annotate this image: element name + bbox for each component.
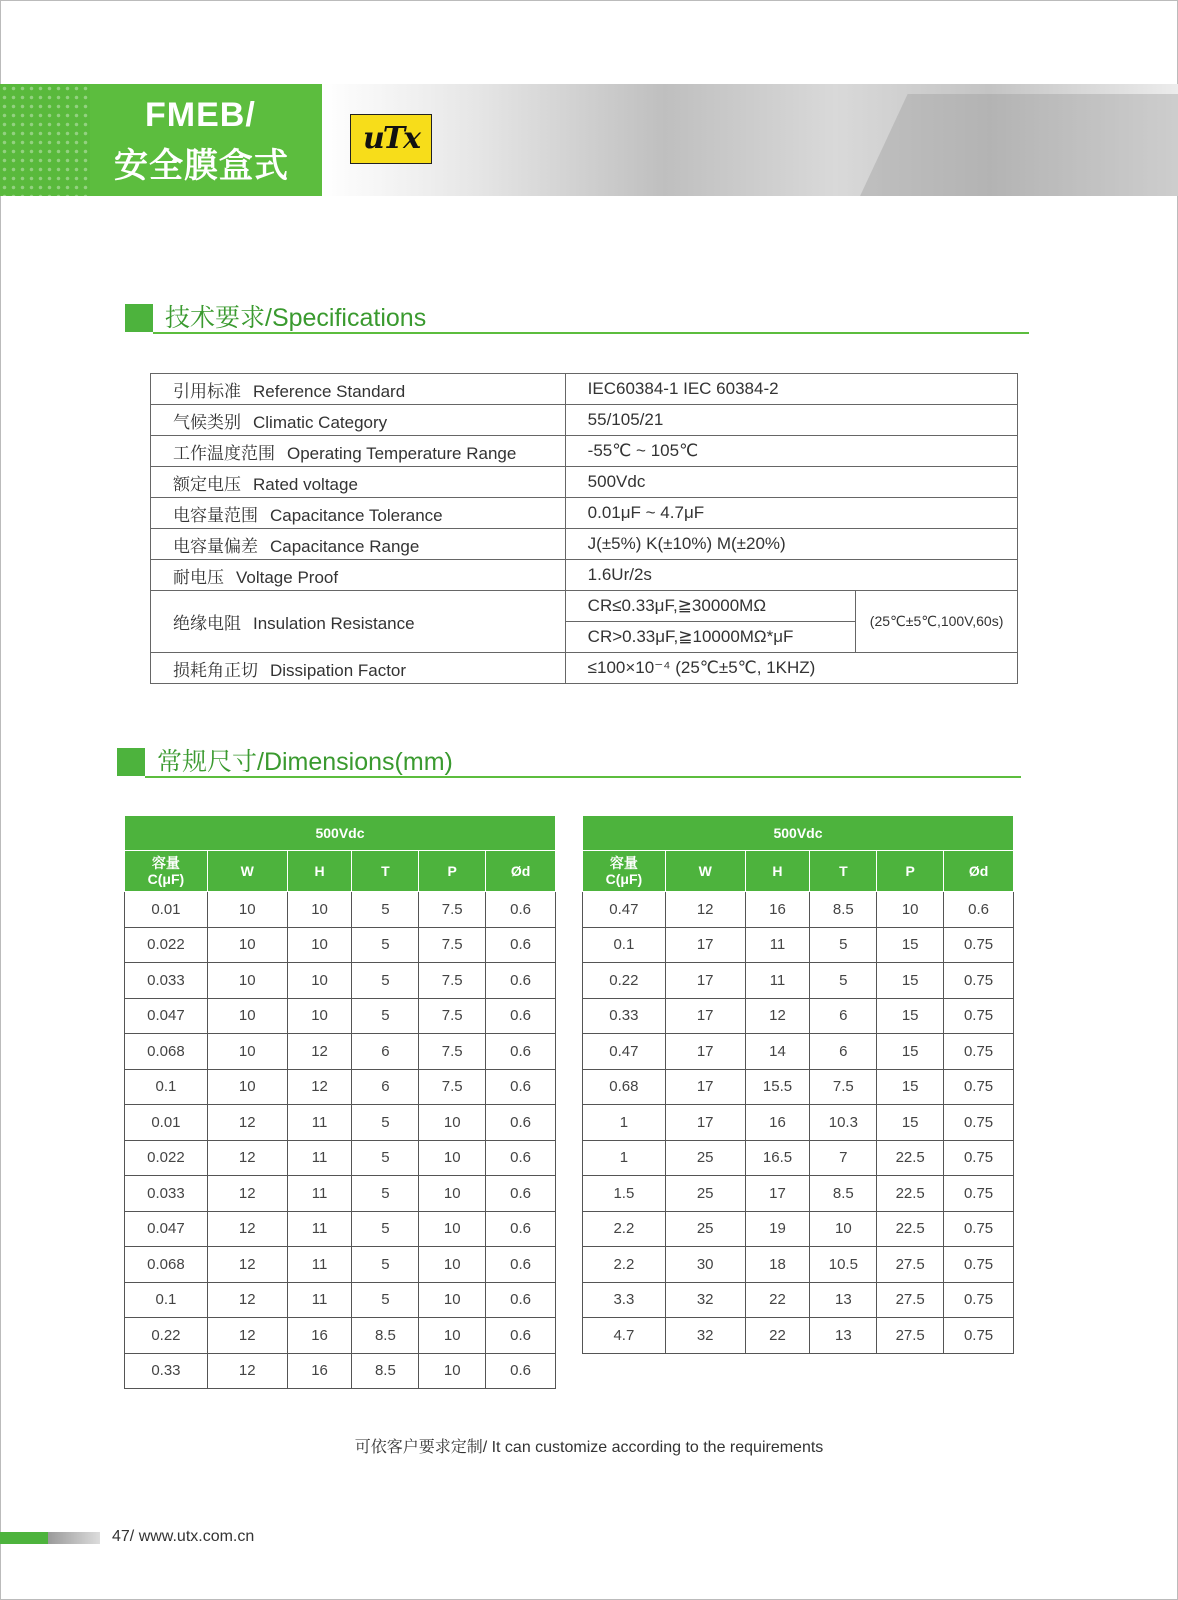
heading-underline (153, 332, 1029, 334)
table-cell: 5 (352, 1105, 419, 1141)
table-row (125, 1069, 556, 1105)
spec-value: 55/105/21 (565, 405, 1017, 436)
table-cell: 0.22 (125, 1318, 208, 1354)
table-cell: 10.5 (810, 1247, 877, 1283)
table-cell: 10 (287, 998, 352, 1034)
table-cell: 0.033 (125, 963, 208, 999)
table-cell: 10 (419, 1140, 486, 1176)
banner-photo (322, 84, 1178, 196)
table-cell: 8.5 (352, 1353, 419, 1389)
table-cell: 30 (665, 1247, 745, 1283)
specifications-table (150, 373, 1018, 684)
col-header-t: T (352, 851, 419, 892)
table-cell: 19 (745, 1211, 810, 1247)
table-cell: 12 (287, 1034, 352, 1070)
dimensions-table-right (582, 815, 1014, 1354)
table-cell: 10.3 (810, 1105, 877, 1141)
table-cell: 15 (877, 998, 944, 1034)
col-header-h: H (745, 851, 810, 892)
table-cell: 17 (665, 963, 745, 999)
table-cell: 11 (287, 1140, 352, 1176)
table-row (583, 927, 1014, 963)
table-row (583, 1105, 1014, 1141)
table-cell: 0.75 (944, 1034, 1014, 1070)
table-row (583, 1318, 1014, 1354)
customization-note: 可依客户要求定制/ It can customize according to the requirements (354, 1439, 824, 1456)
table-cell: 16 (287, 1318, 352, 1354)
table-cell: 0.75 (944, 963, 1014, 999)
table-row (125, 963, 556, 999)
specs-heading-text: 技术要求/Specifications (165, 304, 427, 332)
table-cell: 11 (287, 1282, 352, 1318)
col-header-d: Ød (944, 851, 1014, 892)
footer-green-bar (0, 1532, 48, 1544)
spec-value: 1.6Ur/2s (565, 560, 1017, 591)
table-cell: 0.033 (125, 1176, 208, 1212)
table-cell: 0.75 (944, 1176, 1014, 1212)
table-row (125, 1176, 556, 1212)
table-cell: 3.3 (583, 1282, 666, 1318)
spec-value: 0.01μF ~ 4.7μF (565, 498, 1017, 529)
table-cell: 10 (810, 1211, 877, 1247)
col-header-w: W (665, 851, 745, 892)
table-cell: 0.068 (125, 1247, 208, 1283)
table-row (125, 927, 556, 963)
spec-label-en: Climatic Category (253, 412, 388, 432)
table-cell: 2.2 (583, 1211, 666, 1247)
table-cell: 5 (352, 998, 419, 1034)
table-cell: 1 (583, 1105, 666, 1141)
spec-row (151, 374, 1018, 405)
table-cell: 5 (810, 927, 877, 963)
col-cap-unit: C(μF) (147, 871, 185, 887)
table-cell: 16.5 (745, 1140, 810, 1176)
table-cell: 12 (207, 1282, 287, 1318)
table-cell: 12 (207, 1353, 287, 1389)
table-cell: 17 (665, 998, 745, 1034)
spec-note: (25℃±5℃,100V,60s) (856, 591, 1018, 653)
spec-label-en: Rated voltage (253, 474, 358, 494)
table-cell: 7.5 (419, 927, 486, 963)
col-header-p: P (419, 851, 486, 892)
table-cell: 0.68 (583, 1069, 666, 1105)
table-cell: 5 (352, 1247, 419, 1283)
table-cell: 12 (207, 1211, 287, 1247)
table-body (583, 892, 1014, 1354)
table-cell: 10 (287, 892, 352, 928)
table-cell: 17 (745, 1176, 810, 1212)
table-cell: 13 (810, 1282, 877, 1318)
table-cell: 17 (665, 1105, 745, 1141)
dimensions-heading (117, 740, 1021, 780)
table-cell: 0.047 (125, 998, 208, 1034)
spec-label-zh: 电容量偏差 (173, 536, 258, 556)
spec-label-en: Voltage Proof (236, 567, 339, 587)
table-cell: 12 (207, 1176, 287, 1212)
table-row (583, 1282, 1014, 1318)
table-cell: 10 (207, 1069, 287, 1105)
table-cell: 0.75 (944, 1247, 1014, 1283)
table-cell: 10 (419, 1247, 486, 1283)
table-cell: 10 (419, 1353, 486, 1389)
table-row (125, 1247, 556, 1283)
table-cell: 0.75 (944, 1069, 1014, 1105)
table-cell: 0.6 (486, 1247, 556, 1283)
spec-value: IEC60384-1 IEC 60384-2 (565, 374, 1017, 405)
table-row (583, 1034, 1014, 1070)
heading-square-icon (125, 304, 153, 332)
table-cell: 15 (877, 1105, 944, 1141)
table-cell: 10 (287, 927, 352, 963)
table-cell: 11 (287, 1247, 352, 1283)
table-row (583, 1247, 1014, 1283)
table-cell: 16 (287, 1353, 352, 1389)
col-header-capacitance (583, 851, 666, 892)
table-cell: 5 (352, 892, 419, 928)
table-cell: 8.5 (352, 1318, 419, 1354)
spec-label-en: Capacitance Range (270, 536, 420, 556)
table-cell: 4.7 (583, 1318, 666, 1354)
table-cell: 0.6 (486, 1034, 556, 1070)
page-number-url: 47/ www.utx.com.cn (112, 1528, 255, 1545)
table-row (583, 1176, 1014, 1212)
table-cell: 22 (745, 1282, 810, 1318)
table-cell: 7.5 (419, 1034, 486, 1070)
table-cell: 5 (352, 1176, 419, 1212)
spec-label-zh: 耐电压 (173, 567, 224, 587)
table-cell: 27.5 (877, 1318, 944, 1354)
table-cell: 10 (287, 963, 352, 999)
table-cell: 17 (665, 1069, 745, 1105)
table-cell: 18 (745, 1247, 810, 1283)
table-cell: 10 (419, 1211, 486, 1247)
table-cell: 0.75 (944, 1318, 1014, 1354)
footer-gray-bar (48, 1532, 100, 1544)
table-cell: 0.75 (944, 1140, 1014, 1176)
table-cell: 22.5 (877, 1140, 944, 1176)
spec-value: ≤100×10⁻⁴ (25℃±5℃, 1KHZ) (565, 653, 1017, 684)
table-cell: 5 (352, 1140, 419, 1176)
spec-label-zh: 损耗角正切 (173, 660, 258, 680)
table-cell: 0.068 (125, 1034, 208, 1070)
table-cell: 5 (352, 963, 419, 999)
table-cell: 10 (419, 1282, 486, 1318)
table-cell: 6 (352, 1069, 419, 1105)
spec-label-en: Capacitance Tolerance (270, 505, 443, 525)
table-cell: 7.5 (419, 963, 486, 999)
table-cell: 1 (583, 1140, 666, 1176)
spec-label-en: Dissipation Factor (270, 660, 407, 680)
table-cell: 8.5 (810, 1176, 877, 1212)
voltage-group-header: 500Vdc (583, 816, 1014, 851)
table-cell: 15 (877, 927, 944, 963)
spec-label-zh: 气候类别 (173, 412, 241, 432)
table-cell: 0.33 (125, 1353, 208, 1389)
table-cell: 7.5 (810, 1069, 877, 1105)
col-header-h: H (287, 851, 352, 892)
table-cell: 17 (665, 927, 745, 963)
table-cell: 15.5 (745, 1069, 810, 1105)
table-row (125, 1353, 556, 1389)
col-header-t: T (810, 851, 877, 892)
spec-row (151, 560, 1018, 591)
spec-label-en: Insulation Resistance (253, 614, 415, 633)
table-cell: 10 (207, 963, 287, 999)
table-body (125, 892, 556, 1389)
table-cell: 0.75 (944, 1105, 1014, 1141)
table-cell: 0.22 (583, 963, 666, 999)
table-cell: 0.6 (486, 1176, 556, 1212)
spec-value: CR>0.33μF,≧10000MΩ*μF (565, 622, 856, 653)
table-cell: 10 (877, 892, 944, 928)
table-cell: 0.6 (486, 1211, 556, 1247)
table-row (583, 1211, 1014, 1247)
spec-label-zh: 额定电压 (173, 474, 241, 494)
table-cell: 22.5 (877, 1211, 944, 1247)
voltage-group-header: 500Vdc (125, 816, 556, 851)
table-row (583, 1140, 1014, 1176)
table-cell: 0.6 (486, 1318, 556, 1354)
table-cell: 0.33 (583, 998, 666, 1034)
col-cap-unit: C(μF) (605, 871, 643, 887)
specs-heading (125, 296, 1029, 336)
spec-label-zh: 引用标准 (173, 381, 241, 401)
spec-row (151, 467, 1018, 498)
col-header-d: Ød (486, 851, 556, 892)
table-cell: 6 (810, 998, 877, 1034)
table-cell: 0.6 (944, 892, 1014, 928)
table-cell: 16 (745, 1105, 810, 1141)
table-cell: 12 (207, 1140, 287, 1176)
table-cell: 15 (877, 1034, 944, 1070)
table-cell: 0.6 (486, 1105, 556, 1141)
col-cap-zh: 容量 (609, 855, 638, 871)
table-cell: 10 (207, 892, 287, 928)
table-cell: 32 (665, 1318, 745, 1354)
table-cell: 0.6 (486, 927, 556, 963)
col-header-w: W (207, 851, 287, 892)
table-cell: 0.6 (486, 892, 556, 928)
table-cell: 0.1 (583, 927, 666, 963)
spec-row (151, 529, 1018, 560)
table-cell: 11 (287, 1176, 352, 1212)
table-cell: 11 (745, 927, 810, 963)
spec-label-en: Reference Standard (253, 381, 406, 401)
table-cell: 27.5 (877, 1282, 944, 1318)
table-cell: 13 (810, 1318, 877, 1354)
table-cell: 15 (877, 963, 944, 999)
spec-row (151, 436, 1018, 467)
table-cell: 12 (207, 1318, 287, 1354)
table-row (583, 963, 1014, 999)
circuit-board-image (856, 94, 1178, 196)
table-cell: 12 (207, 1247, 287, 1283)
table-cell: 22.5 (877, 1176, 944, 1212)
table-cell: 15 (877, 1069, 944, 1105)
table-cell: 5 (352, 1211, 419, 1247)
table-cell: 12 (665, 892, 745, 928)
table-row (125, 892, 556, 928)
table-cell: 10 (207, 1034, 287, 1070)
table-cell: 11 (287, 1105, 352, 1141)
table-row (583, 998, 1014, 1034)
table-row (125, 1140, 556, 1176)
spec-value: 500Vdc (565, 467, 1017, 498)
table-cell: 0.01 (125, 892, 208, 928)
spec-row-insulation (151, 591, 1018, 622)
table-cell: 0.1 (125, 1069, 208, 1105)
col-header-p: P (877, 851, 944, 892)
table-cell: 7.5 (419, 1069, 486, 1105)
table-row (125, 1105, 556, 1141)
table-cell: 0.75 (944, 998, 1014, 1034)
table-cell: 0.75 (944, 927, 1014, 963)
table-cell: 14 (745, 1034, 810, 1070)
product-code: FMEB/ (145, 96, 256, 134)
table-row (125, 1211, 556, 1247)
table-cell: 12 (207, 1105, 287, 1141)
spec-label-zh: 电容量范围 (173, 505, 258, 525)
table-cell: 6 (352, 1034, 419, 1070)
table-cell: 7.5 (419, 892, 486, 928)
table-cell: 0.022 (125, 927, 208, 963)
col-cap-zh: 容量 (151, 855, 180, 871)
table-cell: 2.2 (583, 1247, 666, 1283)
table-cell: 0.01 (125, 1105, 208, 1141)
table-cell: 7.5 (419, 998, 486, 1034)
heading-underline (145, 776, 1021, 778)
utx-logo: uTx (350, 114, 432, 164)
table-cell: 0.6 (486, 1282, 556, 1318)
table-cell: 0.47 (583, 1034, 666, 1070)
table-cell: 25 (665, 1140, 745, 1176)
table-row (125, 998, 556, 1034)
spec-label-en: Operating Temperature Range (287, 443, 517, 463)
spec-value: -55℃ ~ 105℃ (565, 436, 1017, 467)
table-cell: 6 (810, 1034, 877, 1070)
spec-value: J(±5%) K(±10%) M(±20%) (565, 529, 1017, 560)
table-cell: 27.5 (877, 1247, 944, 1283)
table-row (125, 1318, 556, 1354)
table-row (125, 1034, 556, 1070)
table-cell: 10 (419, 1318, 486, 1354)
table-cell: 0.75 (944, 1211, 1014, 1247)
table-row (125, 1282, 556, 1318)
spec-value: CR≤0.33μF,≧30000MΩ (565, 591, 856, 622)
table-cell: 8.5 (810, 892, 877, 928)
table-cell: 10 (207, 998, 287, 1034)
table-cell: 0.6 (486, 998, 556, 1034)
table-cell: 11 (745, 963, 810, 999)
heading-square-icon (117, 748, 145, 776)
table-cell: 5 (352, 927, 419, 963)
table-cell: 11 (287, 1211, 352, 1247)
dimensions-table-left (124, 815, 556, 1389)
table-cell: 0.6 (486, 1140, 556, 1176)
table-cell: 0.1 (125, 1282, 208, 1318)
product-type: 安全膜盒式 (114, 147, 289, 185)
table-cell: 10 (419, 1105, 486, 1141)
spec-row (151, 498, 1018, 529)
table-cell: 32 (665, 1282, 745, 1318)
table-cell: 25 (665, 1176, 745, 1212)
table-cell: 12 (745, 998, 810, 1034)
table-cell: 0.75 (944, 1282, 1014, 1318)
table-cell: 10 (419, 1176, 486, 1212)
spec-label-zh: 工作温度范围 (173, 443, 275, 463)
spec-label-zh: 绝缘电阻 (173, 614, 241, 633)
table-cell: 10 (207, 927, 287, 963)
table-cell: 0.047 (125, 1211, 208, 1247)
table-row (583, 1069, 1014, 1105)
table-cell: 5 (352, 1282, 419, 1318)
col-header-capacitance (125, 851, 208, 892)
table-cell: 5 (810, 963, 877, 999)
table-cell: 22 (745, 1318, 810, 1354)
table-cell: 17 (665, 1034, 745, 1070)
dimensions-heading-text: 常规尺寸/Dimensions(mm) (157, 748, 453, 776)
table-cell: 7 (810, 1140, 877, 1176)
table-cell: 12 (287, 1069, 352, 1105)
table-cell: 0.6 (486, 963, 556, 999)
table-row (583, 892, 1014, 928)
spec-row (151, 405, 1018, 436)
table-cell: 25 (665, 1211, 745, 1247)
table-cell: 1.5 (583, 1176, 666, 1212)
table-cell: 16 (745, 892, 810, 928)
table-cell: 0.6 (486, 1069, 556, 1105)
spec-row (151, 653, 1018, 684)
table-cell: 0.6 (486, 1353, 556, 1389)
table-cell: 0.47 (583, 892, 666, 928)
table-cell: 0.022 (125, 1140, 208, 1176)
